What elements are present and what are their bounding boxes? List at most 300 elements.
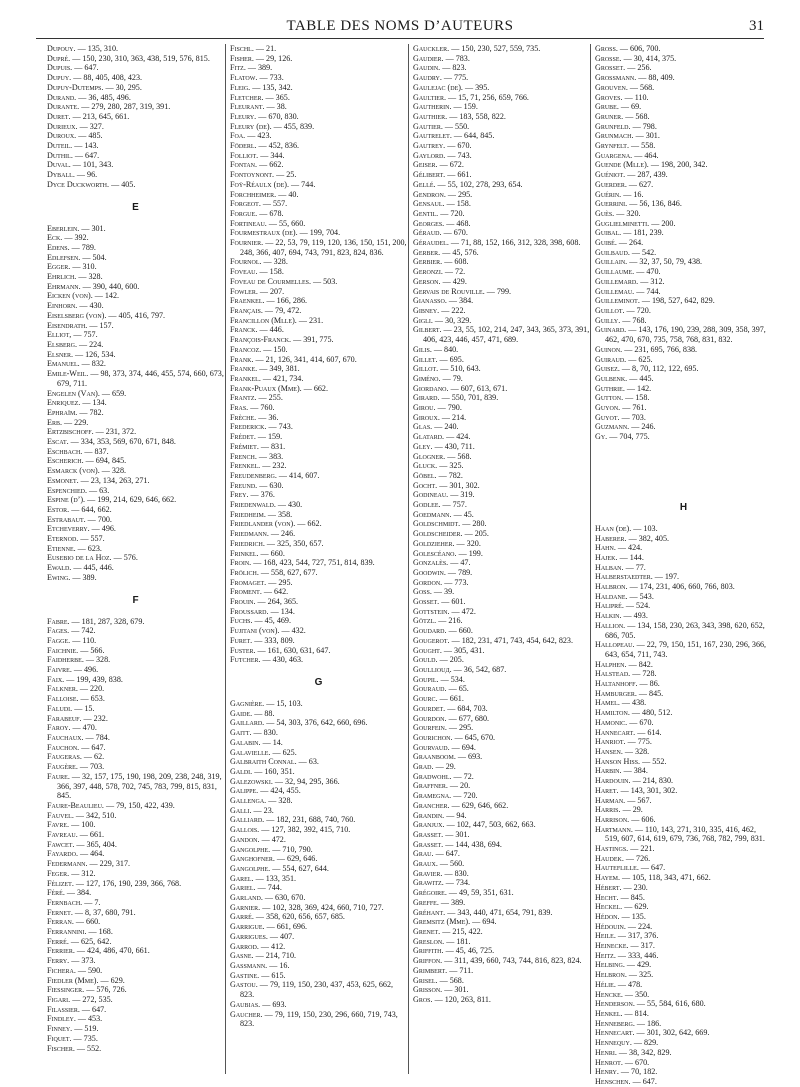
index-entry [230,942,407,952]
page-references: — 70, 182. [618,1067,658,1077]
index-entry [413,257,590,267]
index-entry [230,539,407,549]
page-references: — 761. [620,403,647,413]
author-name: Fitz. [230,63,246,73]
author-name: Gaubias. [230,999,261,1009]
page-references: — 423. [245,131,272,141]
page-references: — 590. [75,965,103,975]
author-name: Garré. [230,912,254,922]
page-references: — 63. [86,485,110,495]
index-entry [413,723,590,733]
page-references: — 694, 845. [83,456,127,466]
author-name: Gocht. [413,480,438,490]
page-references: — 790. [435,403,462,413]
page-references: — 94. [444,810,467,820]
index-entry [413,616,590,626]
index-entry [47,762,224,772]
page-references: — 670. [445,141,472,151]
index-entry [595,355,772,365]
index-entry [230,883,407,893]
page-references: — 328. [99,466,127,476]
index-entry [230,257,407,267]
page-references: — 72. [451,771,474,781]
page-references: — 670. [622,1057,650,1067]
index-entry [595,219,772,229]
author-name: Greffe. [413,897,439,907]
index-entry [47,869,224,879]
index-entry [230,199,407,209]
page-references: — 134. [80,398,107,408]
author-name: Gould. [413,655,438,665]
page-references: — 760. [248,403,275,413]
index-entry [595,141,772,151]
page-references: — 23, 55, 102, 214, 247, 343, 365, 373, 391, 406, 423, 446, 457, 471, 689. [423,325,590,345]
index-entry [230,452,407,462]
page-references: — 453. [75,1014,103,1024]
index-entry [230,757,407,767]
page-references: — 333, 446. [615,950,659,960]
index-entry [413,471,590,481]
author-name: Emanuel. [47,359,80,369]
index-entry [595,1048,772,1058]
author-name: Henderson. [595,999,635,1009]
page-references: — 301. [442,985,469,995]
page-references: — 445. [627,373,654,383]
index-entry [595,611,772,621]
author-name: Duroux. [47,131,77,141]
index-entry [230,646,407,656]
author-name: Henrot. [595,1057,623,1067]
index-entry [413,54,590,64]
page-references: — 566. [78,645,105,655]
author-name: Frantz. [230,393,257,403]
page-references: — 287, 439. [625,170,668,180]
page-references: — 45, 46, 725. [443,946,495,956]
index-entry [413,743,590,753]
index-entry [47,646,224,656]
index-entry [595,296,772,306]
page-references: — 127, 382, 392, 415, 710. [259,825,351,835]
page-references: — 102, 328, 369, 424, 660, 710, 727. [260,902,384,912]
author-name: Graanboom. [413,752,456,762]
author-name: Gautrelet. [413,131,452,141]
author-name: Ehrmann. [47,281,81,291]
page-references: — 478. [615,979,643,989]
page-references: — 25. [274,170,297,180]
page-references: — 133, 351. [253,873,297,883]
page-references: — 768. [620,315,647,325]
author-name: Fleig. [230,82,251,92]
index-entry [413,694,590,704]
page-references: — 429. [440,276,467,286]
index-entry [230,558,407,568]
index-entry [230,102,407,112]
author-name: Gautherin. [413,102,452,112]
index-entry [595,980,772,990]
page-references: — 16. [621,189,644,199]
page-references: — 773. [442,577,469,587]
page-references: — 350. [622,989,650,999]
author-name: Fiessinger. [47,985,85,995]
author-name: Graux. [413,859,438,869]
page-references: — 607, 613, 671. [448,383,508,393]
author-name: Faure-Beaulieu. [47,800,104,810]
index-entry [47,233,224,243]
page-references: — 734. [443,878,471,888]
page-references: — 647. [638,863,666,873]
page-references: — 726. [623,853,651,863]
author-name: Gourc. [413,694,438,704]
index-column-3 [413,44,590,1005]
author-name: Duthil. [47,150,73,160]
author-name: Gourdet. [413,703,446,713]
index-entry [230,1000,407,1010]
author-name: Guillain. [595,257,628,267]
author-name: Froment. [230,587,262,597]
page-references: — 231, 372. [93,427,137,437]
page-references: — 71, 88, 152, 166, 312, 328, 398, 608. [448,238,581,248]
page-references: — 744. [634,286,661,296]
index-entry [230,597,407,607]
index-entry [47,102,224,112]
index-entry [595,384,772,394]
index-entry [413,442,590,452]
page-references: — 831. [258,441,286,451]
author-name: Helbron. [595,970,627,980]
author-name: Hajek. [595,552,618,562]
author-name: Frémiet. [230,441,259,451]
page-references: — 134. [268,606,295,616]
page-references: — 295. [445,189,473,199]
index-entry [230,442,407,452]
page-references: — 694. [449,742,476,752]
author-name: Hauteflille. [595,863,639,873]
author-name: Gouraud. [413,684,447,694]
author-name: Durieux. [47,121,78,131]
index-entry [413,151,590,161]
page-references: — 214, 830. [630,776,674,786]
page-references: — 328. [622,747,650,756]
author-name: Fawcet. [47,839,75,849]
page-references: — 606, 700. [617,44,661,53]
page-references: — 255. [256,393,283,403]
page-references: — 301. [633,131,660,141]
page-references: — 199, 439, 838. [64,674,123,684]
index-entry [47,131,224,141]
index-column-1 [47,44,224,1053]
index-entry [47,427,224,437]
page-references: — 135, 310. [75,44,119,53]
author-name: Halberstaedter. [595,572,653,582]
index-entry [413,840,590,850]
author-name: Grosse. [595,53,622,63]
page-references: — 55, 584, 616, 680. [634,999,706,1009]
page-references: — 552. [640,756,667,766]
index-entry [47,321,224,331]
index-entry [595,796,772,806]
author-name: Glatard. [413,432,445,442]
author-name: Franke. [230,364,258,374]
index-entry [595,601,772,611]
author-name: Fiedler (Mme). [47,975,99,985]
author-name: Gaylord. [413,150,446,160]
index-entry [413,413,590,423]
page-references: — 231, 695, 766, 838. [622,344,698,354]
page-references: — 110, 143, 271, 310, 335, 416, 462, 519, 607, 614, 619, 679, 736, 768, 782, 799, 831. [605,824,765,844]
page-references: — 445, 446. [71,563,114,573]
author-name: Einhorn. [47,301,78,311]
index-entry [595,553,772,563]
index-entry [413,597,590,607]
index-entry [595,572,772,582]
index-entry [595,374,772,384]
author-name: Gianasso. [413,296,447,306]
page-references: — 376. [248,490,275,500]
page-references: — 325, 350, 657. [264,538,324,548]
page-references: — 407. [267,931,295,941]
author-name: Gosset. [413,597,440,607]
index-entry [413,287,590,297]
column-divider [408,44,409,1074]
index-entry [47,626,224,636]
index-entry [230,325,407,335]
page-number: 31 [749,18,764,34]
index-entry [595,393,772,403]
index-entry [47,811,224,821]
index-entry [230,54,407,64]
index-entry [413,238,590,248]
author-name: Félizet. [47,878,74,888]
author-name: Dupuy-Dutemps. [47,82,104,92]
page-references: — 21, 126, 341, 414, 607, 670. [253,354,357,364]
page-references: — 96. [74,170,98,180]
index-entry [47,515,224,525]
index-entry [47,534,224,544]
page-references: — 550, 701, 839. [439,393,499,403]
page-references: — 186. [634,1018,662,1028]
index-entry [413,422,590,432]
page-references: — 623. [75,543,102,553]
author-name: Galabin. [230,737,261,747]
author-name: Haldane. [595,591,628,601]
index-entry [413,44,590,54]
page-references: — 222. [439,305,466,315]
author-name: Fontoynont. [230,170,275,180]
page-references: — 389. [438,897,466,907]
index-entry [230,209,407,219]
index-entry [595,970,772,980]
page-references: — 647. [79,742,106,752]
page-references: — 644, 845. [451,131,495,141]
page-references: — 757. [440,500,467,510]
index-entry [230,932,407,942]
author-name: Frederick. [230,422,267,432]
index-entry [47,859,224,869]
author-name: Grynfelt. [595,141,629,151]
page-references: — 98, 373, 374, 446, 455, 574, 660, 673, 679, 711. [57,369,224,388]
index-entry [47,966,224,976]
page-references: — 424. [444,432,471,442]
page-references: — 36, 542, 687. [451,665,507,674]
page-references: — 659. [99,388,127,398]
page-references: — 703. [77,762,105,772]
page-references: — 452, 836. [256,141,300,151]
author-name: Giroux. [413,412,440,422]
page-references: — 72. [442,267,466,277]
page-references: — 735. [71,1033,98,1043]
index-entry [413,131,590,141]
page-references: — 160, 351. [252,766,295,776]
page-references: — 472. [449,606,476,616]
author-name: Harris. [595,805,621,815]
author-name: Eberlein. [47,223,80,233]
author-name: Gariel. [230,883,256,893]
index-entry [413,675,590,685]
index-entry [413,752,590,762]
index-entry [230,510,407,520]
index-entry [413,141,590,151]
index-entry [595,209,772,219]
author-name: Freund. [230,480,258,490]
page-references: — 38, 342, 829. [616,1047,672,1057]
index-entry [595,413,772,423]
page-references: — 230. [621,882,648,892]
page-references: — 606. [629,814,656,824]
page-references: — 29. [433,762,456,772]
author-name: Ewald. [47,563,72,573]
page-references: — 126, 534. [72,349,116,359]
index-entry [230,131,407,141]
page-references: — 645, 670. [452,732,496,742]
page-references: — 159. [451,102,478,112]
author-name: Gy. [595,432,608,442]
index-entry [413,859,590,869]
author-name: Granjux. [413,820,445,830]
page-references: — 742. [69,626,96,636]
page-references: — 312. [638,276,665,286]
index-entry [413,908,590,918]
page-references: — 390, 440, 600. [80,281,140,291]
index-entry [595,708,772,718]
page-references: — 534. [438,674,465,684]
author-name: Eusebio de la Hoz. [47,553,112,563]
author-name: Guzmann. [595,422,630,432]
index-entry [47,995,224,1005]
index-entry [230,835,407,845]
author-name: Galliard. [230,815,265,825]
author-name: Forchheimer. [230,189,277,199]
index-entry [230,151,407,161]
index-entry [595,1058,772,1068]
page-references: — 823. [440,63,467,73]
index-entry [47,888,224,898]
page-references: — 782. [77,407,104,417]
index-entry [595,228,772,238]
author-name: Gaultier. [413,92,446,102]
index-entry [595,112,772,122]
page-references: — 23. [251,805,274,815]
page-references: — 744. [255,883,282,893]
author-name: Harrison. [595,814,630,824]
author-name: Guillemau. [595,286,635,296]
index-entry [47,830,224,840]
author-name: Graffner. [413,781,448,791]
page-references: — 493. [621,611,648,621]
index-entry [230,1010,407,1029]
page-references: — 653. [78,694,105,704]
author-name: Georges. [413,218,445,228]
page-references: — 310. [70,262,97,272]
index-entry [413,830,590,840]
author-name: Grossmann. [595,73,637,83]
page-references: — 55, 660. [266,218,306,228]
page-references: — 328. [76,272,103,282]
index-entry [230,170,407,180]
page-references: — 264, 365. [255,597,299,607]
index-entry [595,102,772,112]
page-references: — 55, 102, 278, 293, 654. [435,179,523,189]
page-references: — 647. [433,849,460,859]
page-references: — 647. [72,63,99,73]
page-references: — 88. [252,708,275,718]
author-name: Garrigue. [230,922,265,932]
author-name: Faidherbe. [47,655,84,665]
section-spacer [595,442,772,490]
index-entry [230,806,407,816]
page-references: — 684, 703. [445,703,488,713]
author-name: Giordano. [413,383,449,393]
page-references: — 693. [260,999,287,1009]
page-references: — 272, 535. [70,994,113,1004]
index-entry [47,122,224,132]
index-entry [230,490,407,500]
page-references: — 414, 607. [276,470,320,480]
index-entry [47,524,224,534]
page-references: — 79. [440,373,463,383]
page-references: — 232. [260,461,287,471]
index-entry [230,44,407,54]
author-name: Heinecke. [595,941,629,951]
author-name: Garel. [230,873,254,883]
page-references: — 625, 642. [68,936,112,946]
index-entry [595,267,772,277]
author-name: Girard. [413,393,440,403]
author-name: Guillaume. [595,267,635,277]
index-entry [595,893,772,903]
author-name: Gautrey. [413,141,446,151]
author-name: Esmonet. [47,475,79,485]
index-entry [230,180,407,190]
author-name: Gottstein. [413,606,450,616]
index-entry [413,277,590,287]
index-entry [230,471,407,481]
index-entry [230,815,407,825]
index-entry [595,912,772,922]
page-references: — 660. [446,626,473,636]
page-references: — 389. [70,572,97,582]
page-references: — 8, 37, 680, 791. [72,907,136,917]
page-references: — 789. [69,242,96,252]
index-entry [595,582,772,592]
page-references: — 158. [257,267,284,277]
author-name: Halstead. [595,669,631,679]
index-entry [413,917,590,927]
author-name: Frank. [230,354,254,364]
index-entry [413,519,590,529]
index-entry [413,704,590,714]
index-entry [47,636,224,646]
index-entry [230,728,407,738]
